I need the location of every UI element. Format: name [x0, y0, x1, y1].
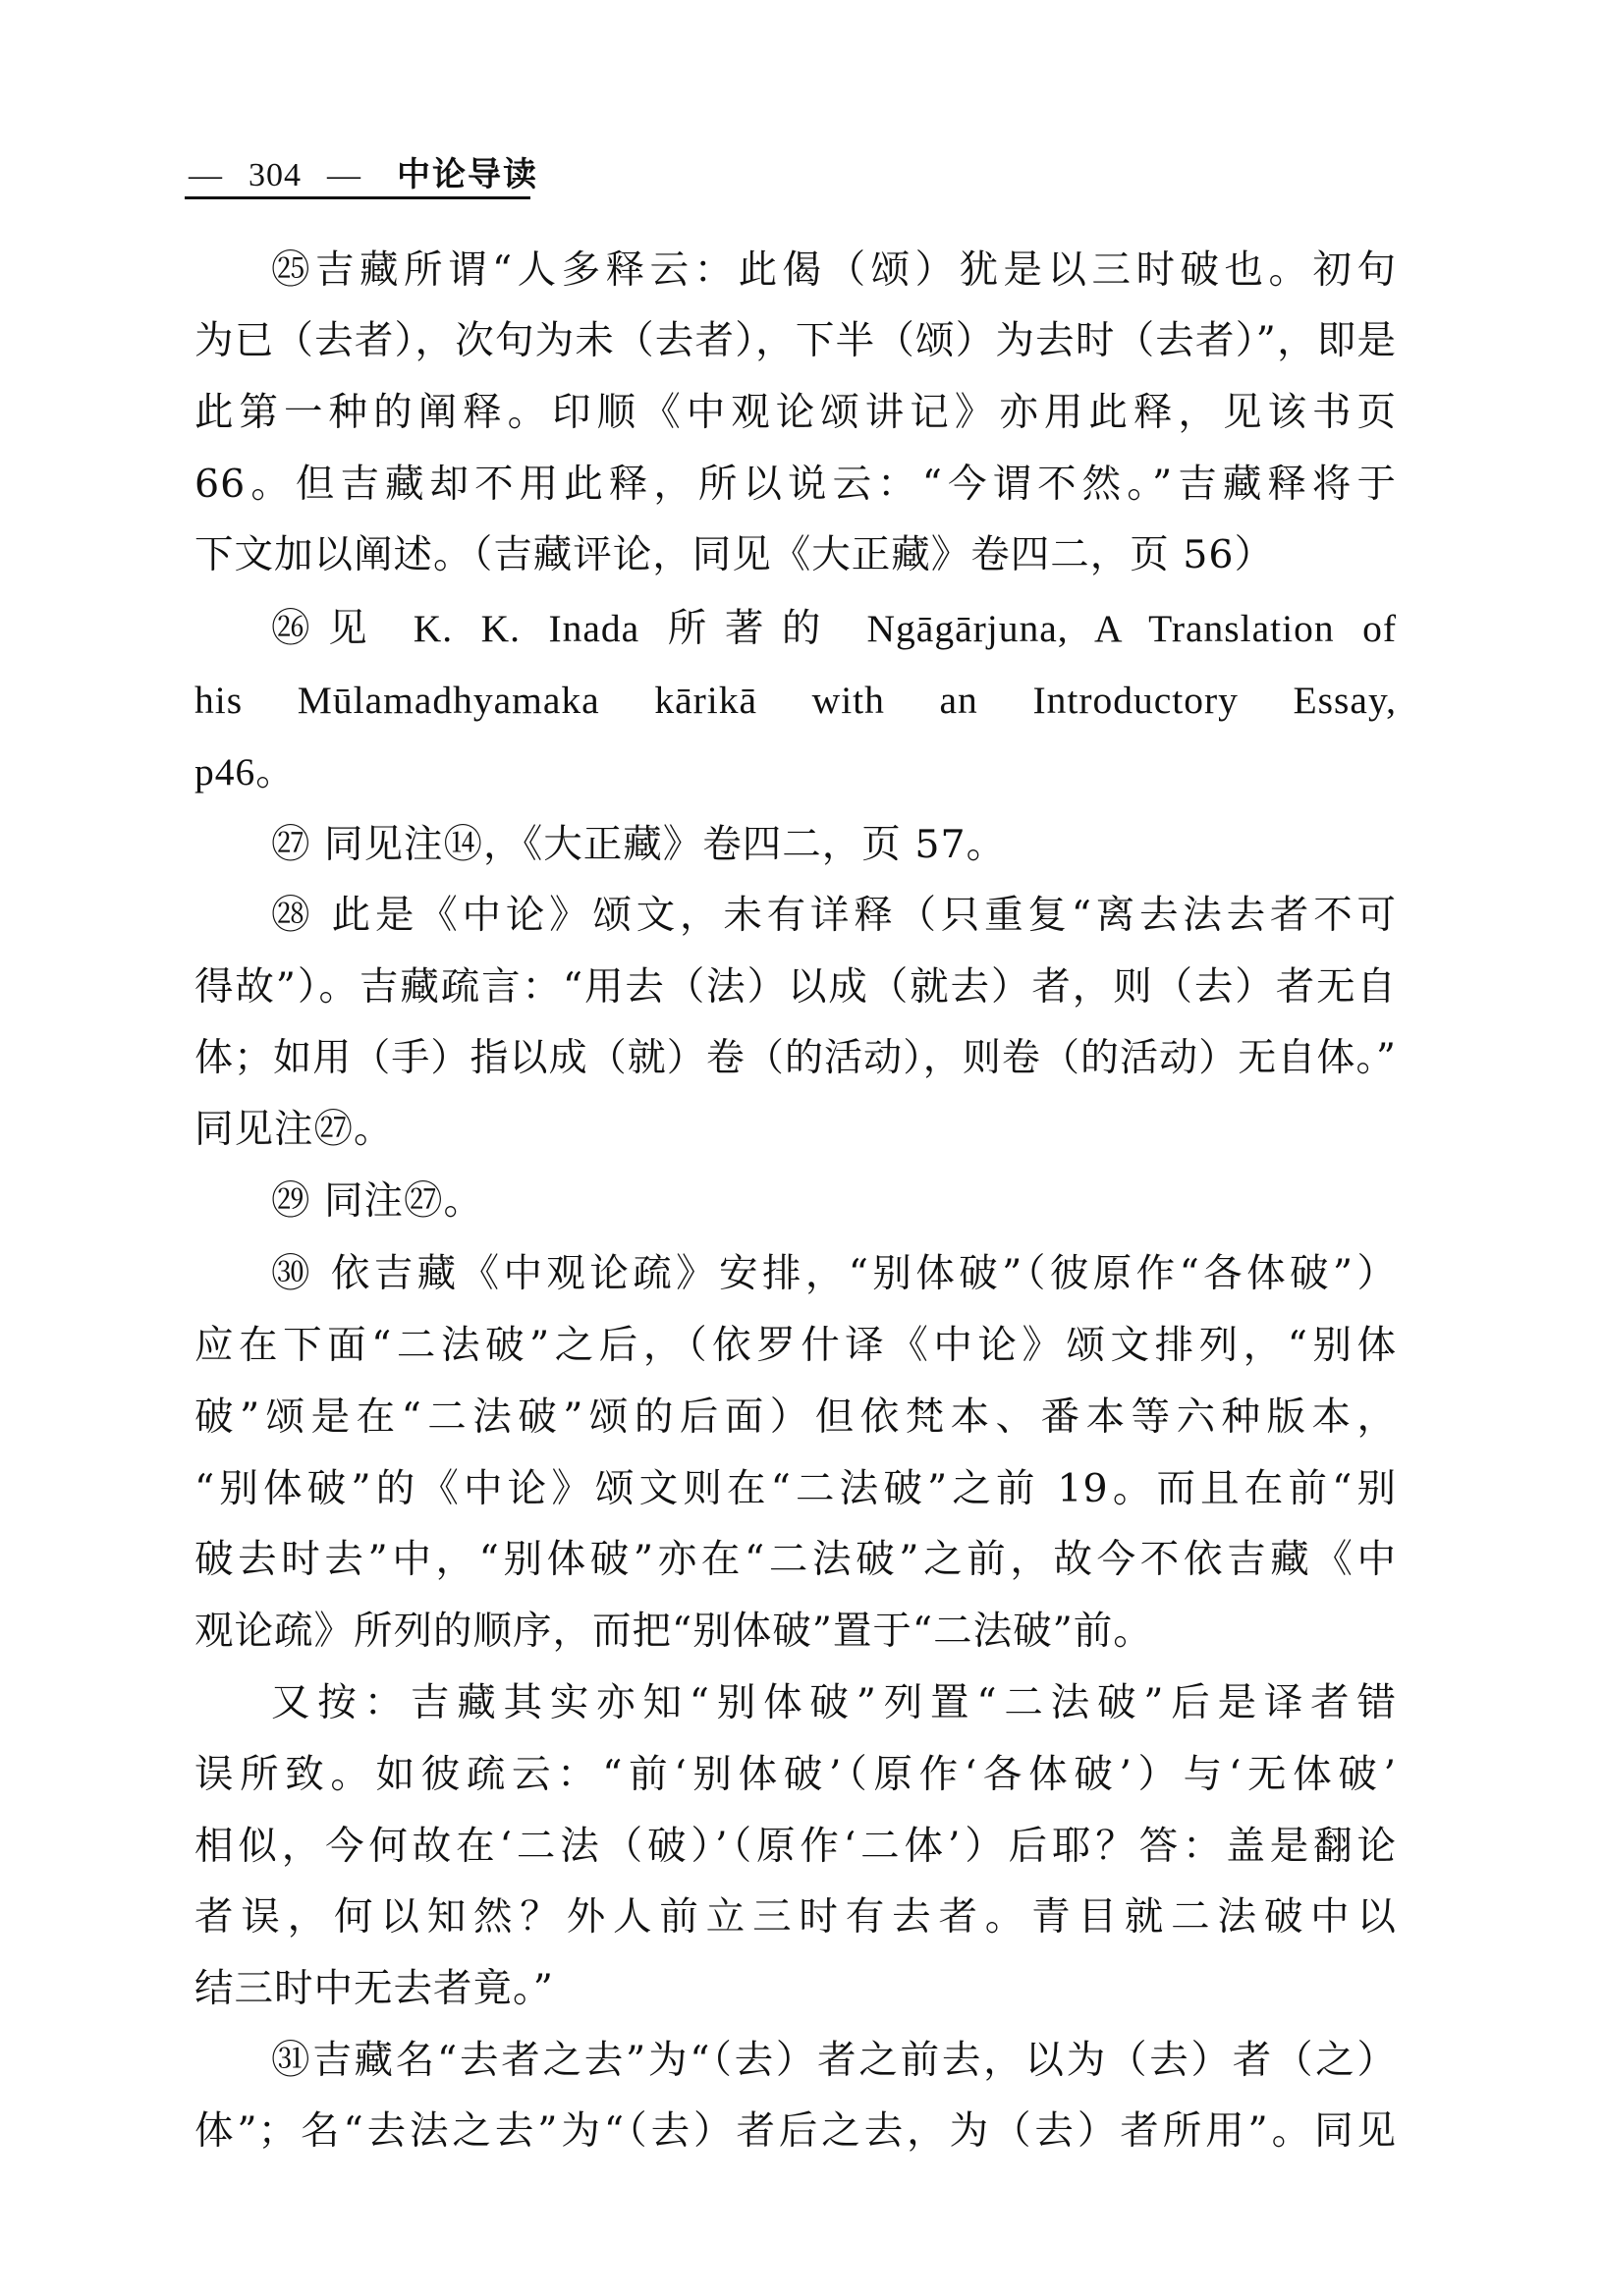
note-30-line-3: 破”颂是在“二法破”颂的后面）但依梵本、番本等六种版本， [194, 1394, 1397, 1440]
header-rule [185, 196, 530, 199]
addendum-line-1: 又按：吉藏其实亦知“别体破”列置“二法破”后是译者错 [271, 1680, 1397, 1725]
book-title: 中论导读 [397, 155, 538, 194]
addendum-line-3: 相似，今何故在‘二法（破）’（原作‘二体’）后耶？答：盖是翻论 [194, 1824, 1397, 1869]
note-26-line-1: ㉖见 K. K. Inada 所著的 Ngāgārjuna, A Translation of [271, 607, 1397, 650]
note-26-line-2: his Mūlamadhyamaka kārikā with an Introductory Essay, [194, 679, 1397, 722]
running-head [189, 147, 538, 196]
addendum-line-2: 误所致。如彼疏云：“前‘别体破’（原作‘各体破’）与‘无体破’ [194, 1752, 1397, 1797]
note-26-line-3: p46。 [194, 750, 296, 793]
note-25-line-2: 为已（去者），次句为未（去者），下半（颂）为去时（去者）”，即是 [194, 318, 1397, 363]
note-28-line-2: 得故”）。吉藏疏言：“用去（法）以成（就去）者，则（去）者无自 [194, 964, 1397, 1010]
page-number: 304 [249, 157, 302, 193]
note-25-line-4: 66。但吉藏却不用此释，所以说云：“今谓不然。”吉藏释将于 [194, 462, 1397, 507]
note-28-line-3: 体；如用（手）指以成（就）卷（的活动），则卷（的活动）无自体。” [194, 1036, 1397, 1080]
note-30-line-4: “别体破”的《中论》颂文则在“二法破”之前 19。而且在前“别 [194, 1466, 1397, 1511]
note-30-line-6: 观论疏》所列的顺序，而把“别体破”置于“二法破”前。 [194, 1609, 1153, 1654]
note-30-line-2: 应在下面“二法破”之后，（依罗什译《中论》颂文排列，“别体 [194, 1323, 1397, 1368]
note-31-line-2: 体”；名“去法之去”为“（去）者后之去，为（去）者所用”。同见 [194, 2108, 1397, 2154]
note-27-line-1: ㉗ 同见注⑭，《大正藏》卷四二，页 57。 [271, 822, 1007, 867]
note-31-line-1: ㉛吉藏名“去者之去”为“（去）者之前去，以为（去）者（之） [271, 2038, 1397, 2083]
note-30-line-1: ㉚ 依吉藏《中观论疏》安排，“别体破”（彼原作“各体破”） [271, 1251, 1397, 1296]
note-25-line-3: 此第一种的阐释。印顺《中观论颂讲记》亦用此释，见该书页 [194, 390, 1397, 435]
note-30-line-5: 破去时去”中，“别体破”亦在“二法破”之前，故今不依吉藏《中 [194, 1537, 1397, 1582]
note-28-line-1: ㉘ 此是《中论》颂文，未有详释（只重复“离去法去者不可 [271, 893, 1397, 938]
header-dash-right: — [327, 157, 361, 193]
addendum-line-5: 结三时中无去者竟。” [194, 1966, 554, 2011]
note-28-line-4: 同见注㉗。 [194, 1107, 394, 1152]
note-29-line-1: ㉙ 同注㉗。 [271, 1178, 484, 1224]
addendum-line-4: 者误，何以知然？外人前立三时有去者。青目就二法破中以 [194, 1894, 1397, 1940]
header-dash-left: — [189, 157, 223, 193]
note-25-line-1: ㉕吉藏所谓“人多释云：此偈（颂）犹是以三时破也。初句 [271, 247, 1397, 293]
note-25-line-5: 下文加以阐述。（吉藏评论，同见《大正藏》卷四二，页 56） [194, 532, 1275, 577]
